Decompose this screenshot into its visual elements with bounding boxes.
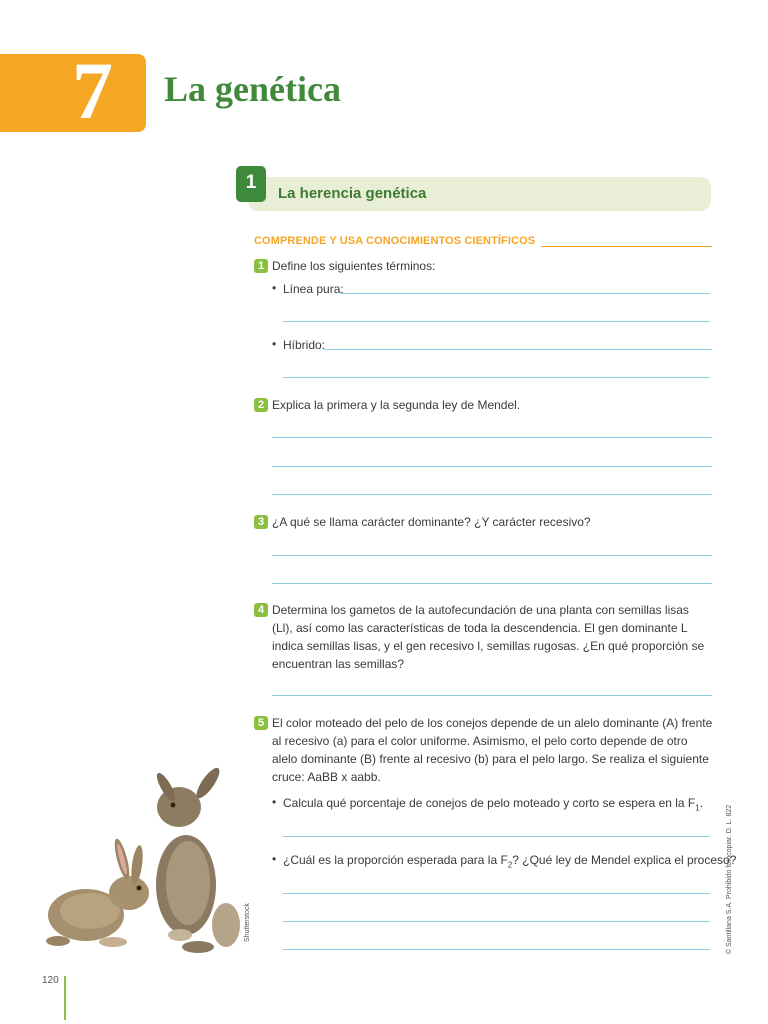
answer-line[interactable] [272, 437, 712, 438]
question-5-bullet-2: ¿Cuál es la proporción esperada para la $F_2$? ¿Qué ley de Mendel explica el proceso? [283, 853, 737, 870]
answer-line[interactable] [283, 836, 710, 837]
question-2-text: Explica la primera y la segunda ley de Mendel. [272, 398, 521, 412]
answer-line[interactable] [283, 949, 710, 950]
question-1-number: 1 [254, 259, 268, 273]
image-credit: Shutterstock [244, 903, 251, 942]
bullet-dot: • [272, 281, 277, 295]
page-rule [64, 976, 66, 1020]
section-title: La herencia genética [278, 185, 427, 202]
question-1-term-hibrido: Híbrido: [283, 338, 326, 352]
question-5-text: El color moteado del pelo de los conejos depende de un alelo dominante (A) frente al recesivo (a) para el color uniforme. Asimismo, el pelo corto depende de otro alelo dominante (B) frente al recesivo (b) para el pelo largo. Se realiza el siguiente cruce: AaBB x aabb. [272, 716, 713, 784]
question-4-number: 4 [254, 603, 268, 617]
page-number: 120 [42, 975, 59, 986]
skill-heading: COMPRENDE Y USA CONOCIMIENTOS CIENTÍFICOS [254, 235, 536, 247]
question-5-bullet-1: Calcula qué porcentaje de conejos de pelo moteado y corto se espera en la $F_1$. [283, 796, 704, 813]
sitting-rabbit [46, 837, 149, 947]
answer-line[interactable] [283, 321, 710, 322]
standing-rabbit [154, 765, 240, 953]
copyright-notice: © Santillana S.A. Prohibido fotocopiar. D. L. 822 [726, 804, 733, 954]
rabbits-illustration [38, 765, 253, 960]
answer-line[interactable] [272, 583, 712, 584]
answer-line[interactable] [283, 377, 710, 378]
bullet-dot: • [272, 852, 277, 866]
question-1-text: Define los siguientes términos: [272, 259, 436, 273]
skill-heading-rule [541, 246, 712, 247]
answer-line[interactable] [272, 695, 712, 696]
answer-line[interactable] [283, 921, 710, 922]
answer-line[interactable] [272, 466, 712, 467]
answer-line[interactable] [272, 555, 712, 556]
bullet-dot: • [272, 795, 277, 809]
answer-line[interactable] [283, 893, 710, 894]
question-3-text: ¿A qué se llama carácter dominante? ¿Y carácter recesivo? [272, 515, 591, 529]
question-4-text: Determina los gametos de la autofecundación de una planta con semillas lisas (Ll), así como las características de toda la descendencia. El gen dominante L indica semillas lisas, y el gen recesivo l, semillas rugosas. ¿En qué proporción se encuentran las semillas? [272, 603, 705, 671]
bullet-dot: • [272, 337, 277, 351]
question-5-number: 5 [254, 716, 268, 730]
answer-line[interactable] [340, 293, 710, 294]
answer-line[interactable] [324, 349, 712, 350]
chapter-number: 7 [72, 45, 113, 136]
answer-line[interactable] [272, 494, 712, 495]
question-3-number: 3 [254, 515, 268, 529]
question-1-term-linea-pura: Línea pura: [283, 282, 344, 296]
question-2-number: 2 [254, 398, 268, 412]
chapter-title: La genética [164, 69, 341, 109]
section-number: 1 [236, 166, 266, 202]
